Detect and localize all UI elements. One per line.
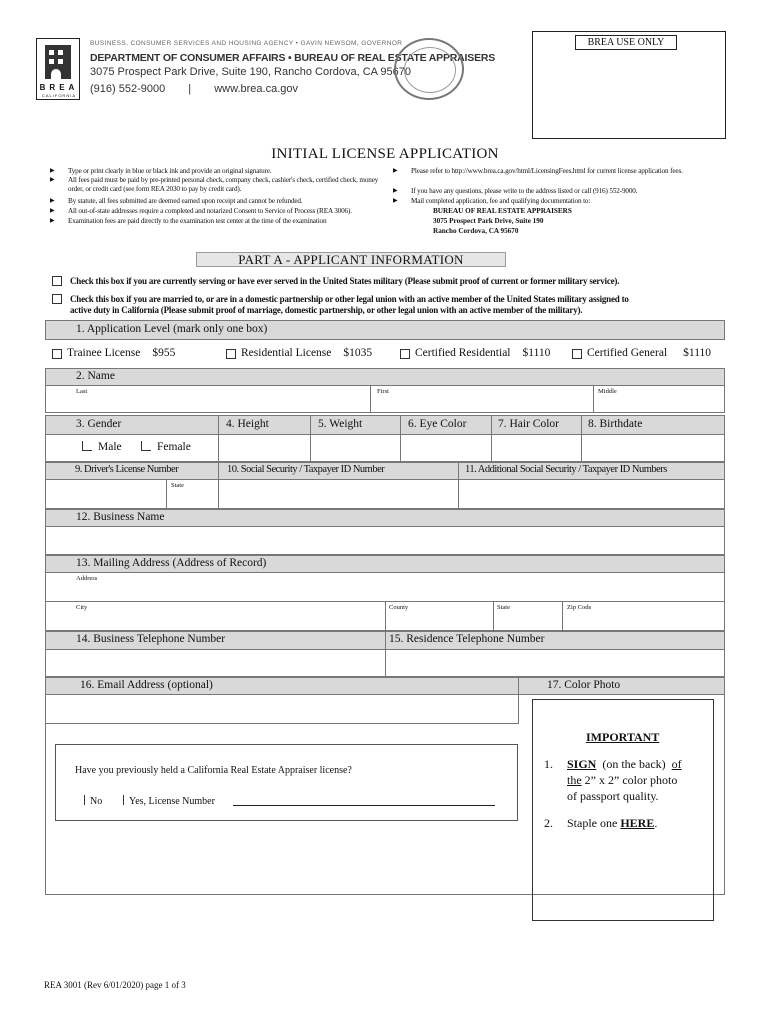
zip-label: Zip Code [567, 604, 592, 611]
last-name-input[interactable] [45, 385, 371, 413]
brea-use-only-label: BREA USE ONLY [575, 35, 677, 50]
mail-to-name: BUREAU OF REAL ESTATE APPRAISERS [433, 207, 572, 215]
bullet-icon: ▶ [393, 198, 398, 204]
license-number-input[interactable] [233, 805, 495, 806]
section-16-label: 16. Email Address (optional) [80, 679, 213, 691]
certified-residential-checkbox[interactable] [400, 349, 410, 359]
weight-input[interactable] [310, 434, 401, 462]
ssn-input[interactable] [218, 479, 459, 509]
state-seal-icon [394, 38, 464, 100]
bullet-icon: ▶ [50, 177, 55, 183]
instruction-right-2: ▶ If you have any questions, please write to the address listed or call (916) 552-9000. [393, 187, 638, 195]
male-checkbox[interactable] [82, 441, 92, 451]
bullet-icon: ▶ [393, 168, 398, 174]
photo-step-2: Staple one HERE. [567, 816, 658, 830]
photo-step-2-number: 2. [544, 816, 553, 830]
instruction-left-4: ▶ All out-of-state addresses require a completed and notarized Consent to Service of Process (REA 3006). [50, 207, 352, 215]
ssn-label: 10. Social Security / Taxpayer ID Number [227, 464, 385, 475]
section-15-label: 15. Residence Telephone Number [389, 633, 545, 645]
hair-color-input[interactable] [491, 434, 582, 462]
section-12-label: 12. Business Name [76, 511, 165, 523]
last-label: Last [76, 388, 88, 395]
header-separator: | [188, 83, 192, 95]
county-label: County [389, 604, 409, 611]
gender-header [45, 415, 219, 435]
state-label: State [497, 604, 510, 611]
photo-step-1: SIGN (on the back) of the 2” x 2” color photo of passport quality. [567, 757, 682, 803]
bullet-icon: ▶ [50, 218, 55, 224]
header-website: www.brea.ca.gov [214, 83, 298, 95]
business-phone-input[interactable] [45, 649, 386, 677]
instruction-left-5: ▶ Examination fees are paid directly to the examination test center at the time of the examination [50, 217, 327, 225]
residential-option[interactable]: Residential License $1035 [226, 347, 372, 359]
female-checkbox[interactable] [141, 441, 151, 451]
military-spouse-checkbox[interactable] [52, 294, 62, 304]
section-14-label: 14. Business Telephone Number [76, 633, 226, 645]
instruction-left-2: ▶ All fees paid must be paid by pre-printed personal check, company check, cashier's check, certified check, money order, or credit card (see form REA 2030 to pay by credit card). [50, 176, 379, 193]
header-address: 3075 Prospect Park Drive, Suite 190, Rancho Cordova, CA 95670 [90, 66, 412, 78]
hair-label: 7. Hair Color [498, 418, 560, 430]
first-label: First [377, 388, 389, 395]
no-label: No [90, 796, 103, 807]
male-label: Male [98, 441, 122, 453]
bullet-icon: ▶ [50, 168, 55, 174]
mail-to-street: 3075 Prospect Park Drive, Suite 190 [433, 217, 544, 225]
female-label: Female [157, 441, 191, 453]
gender-cell [45, 434, 219, 462]
birthdate-label: 8. Birthdate [588, 418, 643, 430]
instruction-left-1: ▶ Type or print clearly in blue or black ink and provide an original signature. [50, 167, 272, 175]
military-service-checkbox[interactable] [52, 276, 62, 286]
instruction-right-3: ▶ Mail completed application, fee and qualifying documentation to: [393, 197, 591, 205]
residential-checkbox[interactable] [226, 349, 236, 359]
important-heading: IMPORTANT [586, 730, 660, 744]
part-a-title: PART A - APPLICANT INFORMATION [238, 252, 464, 267]
form-footer: REA 3001 (Rev 6/01/2020) page 1 of 3 [44, 980, 186, 990]
city-label: City [76, 604, 88, 611]
brea-logo [36, 38, 80, 100]
trainee-option[interactable]: Trainee License $955 [52, 347, 175, 359]
section-13-label: 13. Mailing Address (Address of Record) [76, 557, 267, 569]
instruction-left-3: ▶ By statute, all fees submitted are deemed earned upon receipt and cannot be refunded. [50, 197, 303, 205]
add-ssn-input[interactable] [458, 479, 725, 509]
header-contact [90, 83, 298, 95]
logo-subtext: CALIFORNIA [41, 93, 76, 98]
add-ssn-label: 11. Additional Social Security / Taxpayer ID Numbers [465, 464, 667, 475]
certified-general-option[interactable]: Certified General $1110 [572, 347, 711, 359]
city-input[interactable] [45, 601, 386, 631]
height-label: 4. Height [226, 418, 269, 430]
bullet-icon: ▶ [50, 198, 55, 204]
mail-to-city: Rancho Cordova, CA 95670 [433, 227, 519, 235]
section-2-label: 2. Name [76, 370, 115, 382]
address-label: Address [76, 575, 98, 582]
first-name-input[interactable] [370, 385, 594, 413]
section-2-header [45, 368, 725, 386]
eye-label: 6. Eye Color [408, 418, 467, 430]
yes-label: Yes, License Number [129, 796, 215, 807]
previous-license-box [55, 744, 518, 821]
yes-checkbox[interactable] [123, 795, 124, 805]
residence-phone-input[interactable] [385, 649, 725, 677]
military-spouse-text-2: active duty in California (Please submit proof of marriage, domestic partnership, or other legal union with an active member of the military). [70, 305, 583, 315]
email-input[interactable] [45, 694, 519, 724]
dl-number-input[interactable] [45, 479, 167, 509]
eye-color-input[interactable] [400, 434, 492, 462]
business-name-input[interactable] [45, 526, 725, 555]
header-phone: (916) 552-9000 [90, 83, 166, 95]
trainee-checkbox[interactable] [52, 349, 62, 359]
certified-general-checkbox[interactable] [572, 349, 582, 359]
certified-residential-option[interactable]: Certified Residential $1110 [400, 347, 550, 359]
previous-license-question: Have you previously held a California Real Estate Appraiser license? [75, 765, 352, 776]
weight-label: 5. Weight [318, 418, 363, 430]
bullet-icon: ▶ [50, 208, 55, 214]
military-service-text: Check this box if you are currently serving or have ever served in the United States military (Please submit proof of current or former military service). [70, 276, 620, 286]
agency-line: BUSINESS, CONSUMER SERVICES AND HOUSING AGENCY • GAVIN NEWSOM, GOVERNOR [90, 40, 403, 47]
bullet-icon: ▶ [393, 188, 398, 194]
middle-label: Middle [598, 388, 617, 395]
form-title: INITIAL LICENSE APPLICATION [271, 146, 499, 162]
dl-state-label: State [171, 482, 184, 489]
instruction-right-1: ▶ Please refer to http://www.brea.ca.gov/html/LicensingFees.html for current license application fees. [393, 167, 683, 175]
dl-label: 9. Driver's License Number [75, 464, 179, 475]
photo-step-1-number: 1. [544, 757, 553, 771]
section-17-label: 17. Color Photo [547, 679, 621, 691]
department-line: DEPARTMENT OF CONSUMER AFFAIRS • BUREAU OF REAL ESTATE APPRAISERS [90, 52, 496, 64]
no-checkbox[interactable] [84, 795, 85, 805]
military-spouse-text-1: Check this box if you are married to, or are in a domestic partnership or other legal union with an active member of the United States military assigned to [70, 294, 629, 304]
address-input[interactable] [45, 572, 725, 602]
height-input[interactable] [218, 434, 311, 462]
birthdate-input[interactable] [581, 434, 725, 462]
gender-label: 3. Gender [76, 418, 122, 430]
logo-text: BREA [39, 83, 79, 92]
section-1-label: 1. Application Level (mark only one box) [76, 323, 268, 335]
